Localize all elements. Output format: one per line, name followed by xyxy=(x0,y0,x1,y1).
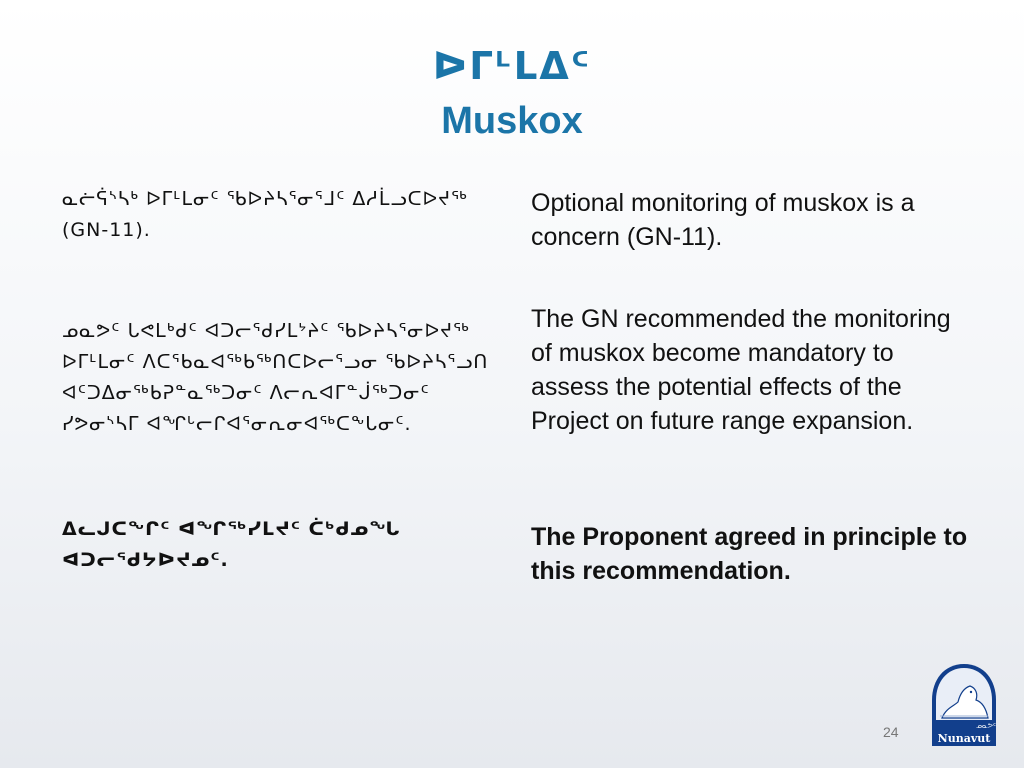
slide-title-syllabics: ᐅᒥᒻᒪᐃᑦ xyxy=(432,44,592,88)
page-number: 24 xyxy=(883,724,899,740)
svg-text:Nunavut: Nunavut xyxy=(937,732,991,745)
english-paragraph-1: Optional monitoring of muskox is a concern (GN-11). xyxy=(531,189,915,251)
inuktitut-paragraph-3: ᐃᓚᒍᑕᖕᒋᑦ ᐊᖏᖅᓯᒪᔪᑦ ᑖᒃᑯᓄᖓ ᐊᑐᓕᕐᑯᔭᐅᔪᓄᑦ. xyxy=(62,518,401,571)
inuktitut-paragraph-2: ᓄᓇᕗᑦ ᒐᕙᒪᒃᑯᑦ ᐊᑐᓕᕐᑯᓯᒪᔾᔨᑦ ᖃᐅᔨᓴᕐᓂᐅᔪᖅ ᐅᒥᒻᒪᓂᑦ ᐱᑕᕐᑲᓇᐊᖅᑲᖅᑎᑕᐅᓕᕐᓗᓂ ᖃᐅᔨᓴᕐᓗᑎ ᐊᑦᑐᐃᓂᖅᑲᕈᓐᓇᖅᑐᓂᑦ ᐱᓕᕆᐊᒥᓐᒎᖅᑐᓂᑦ ᓯᕗᓂᔅᓴᒥ ᐊᖏᒡᓕᒋᐊᕐᓂᕆᓂᐊᖅᑕᖕᒐᓂᑦ. xyxy=(62,320,489,435)
nunavut-logo xyxy=(930,662,998,748)
slide-title: Muskox xyxy=(441,100,583,142)
svg-text:ᓄᓇᕗᑦ: ᓄᓇᕗᑦ xyxy=(976,722,997,730)
english-paragraph-3: The Proponent agreed in principle to this recommendation. xyxy=(531,523,968,585)
inuktitut-paragraph-1: ᓇᓖᕌᔅᓴᒃ ᐅᒥᒻᒪᓂᑦ ᖃᐅᔨᓴᕐᓂᕐᒧᑦ ᐃᓱᒫᓗᑕᐅᔪᖅ (GN-11). xyxy=(62,188,468,241)
english-paragraph-2: The GN recommended the monitoring of muskox become mandatory to assess the potential effects of the Project on future range expansion. xyxy=(531,305,951,435)
